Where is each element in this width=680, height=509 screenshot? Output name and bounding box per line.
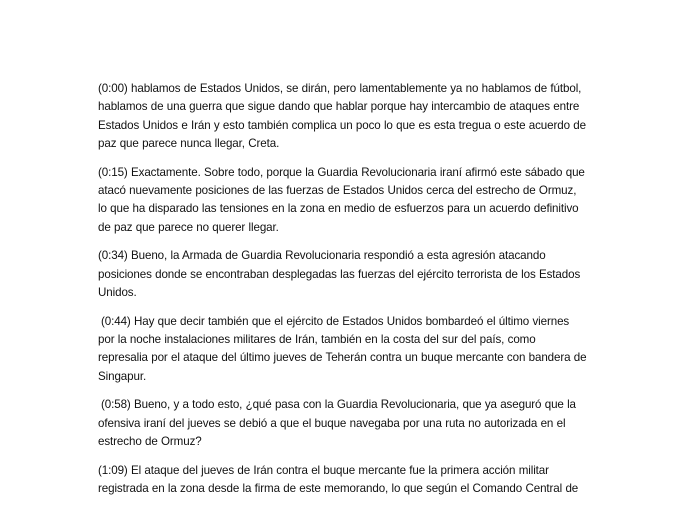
transcript-paragraph-0034: (0:34) Bueno, la Armada de Guardia Revolucionaria respondió a esta agresión atacando posiciones donde se encontraban desplegadas las fuerzas del ejército terrorista de los Estados Unidos. [98,249,581,299]
transcript-body [98,80,588,509]
transcript-paragraph-0109: (1:09) El ataque del jueves de Irán contra el buque mercante fue la primera acción militar registrada en la zona desde la firma de este memorando, lo que según el Comando Central de [98,463,579,496]
transcript-paragraph-0058: (0:58) Bueno, y a todo esto, ¿qué pasa con la Guardia Revolucionaria, que ya aseguró que la ofensiva iraní del jueves se debió a que el buque navegaba por una ruta no autorizada en el estrecho de Ormuz? [98,398,576,449]
transcript-paragraph-0044: (0:44) Hay que decir también que el ejército de Estados Unidos bombardeó el último viernes por la noche instalaciones militares de Irán, también en la costa del sur del país, como represalia por el ataque del último jueves de Teherán contra un buque mercante con bandera de Singapur. [98,314,587,383]
transcript-paragraph-0015: (0:15) Exactamente. Sobre todo, porque la Guardia Revolucionaria iraní afirmó este sábado que atacó nuevamente posiciones de las fuerzas de Estados Unidos cerca del estrecho de Ormuz, lo que ha disparado las tensiones en la zona en medio de esfuerzos para un acuerdo definitivo de paz que parece no querer llegar. [98,165,585,234]
transcript-paragraph-0000: (0:00) hablamos de Estados Unidos, se dirán, pero lamentablemente ya no hablamos de fútbol, hablamos de una guerra que sigue dando que hablar porque hay intercambio de ataques entre Estados Unidos e Irán y esto también complica un poco lo que es esta tregua o este acuerdo de paz que parece nunca llegar, Creta. [98,82,586,150]
